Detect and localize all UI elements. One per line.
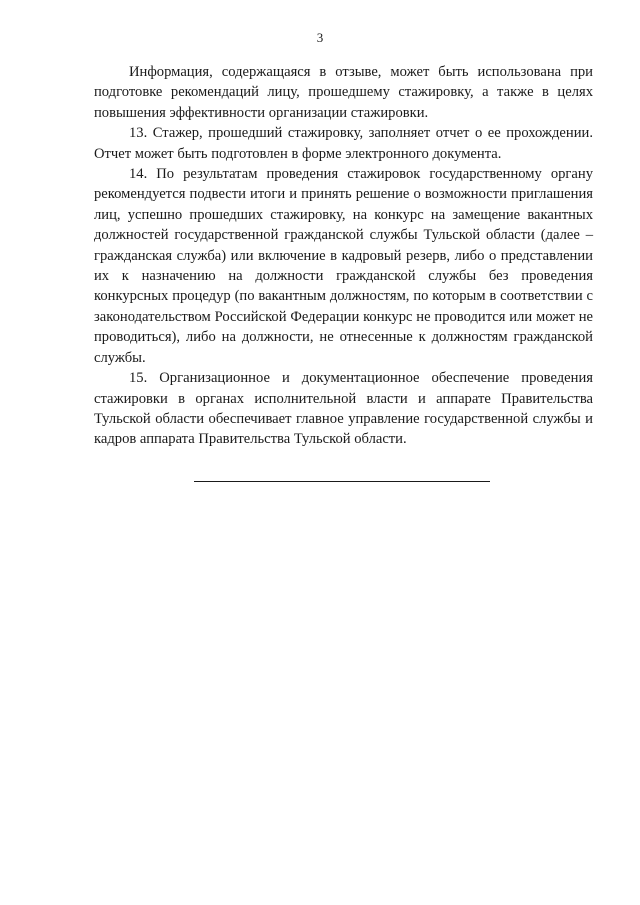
paragraph-15: 15. Организационное и документационное обеспечение проведения стажировки в органах исполнительной власти и аппарате Правительства Тульской области обеспечивает главное управление государственной службы и кадров аппарата Правительства Тульской области. [94,370,593,448]
document-body [94,62,593,450]
page-number: 3 [316,30,324,45]
paragraph-14: 14. По результатам проведения стажировок государственному органу рекомендуется подвести итоги и принять решение о возможности приглашения лиц, успешно прошедших стажировку, на конкурс на замещение вакантных должностей государственной гражданской службы Тульской области (далее – гражданская служба) или включение в кадровый резерв, либо о представлении их к назначению на должности гражданской службы без проведения конкурсных процедур (по вакантным должностям, по которым в соответствии с законодательством Российской Федерации конкурс не проводится или может не проводиться), либо на должности, не отнесенные к должностям гражданской службы. [94,166,593,366]
paragraph-review-info: Информация, содержащаяся в отзыве, может быть использована при подготовке рекомендаций лицу, прошедшему стажировку, а также в целях повышения эффективности организации стажировки. [94,64,593,121]
paragraph-13: 13. Стажер, прошедший стажировку, заполняет отчет о ее прохождении. Отчет может быть подготовлен в форме электронного документа. [94,125,593,162]
end-of-document-line [194,481,490,482]
